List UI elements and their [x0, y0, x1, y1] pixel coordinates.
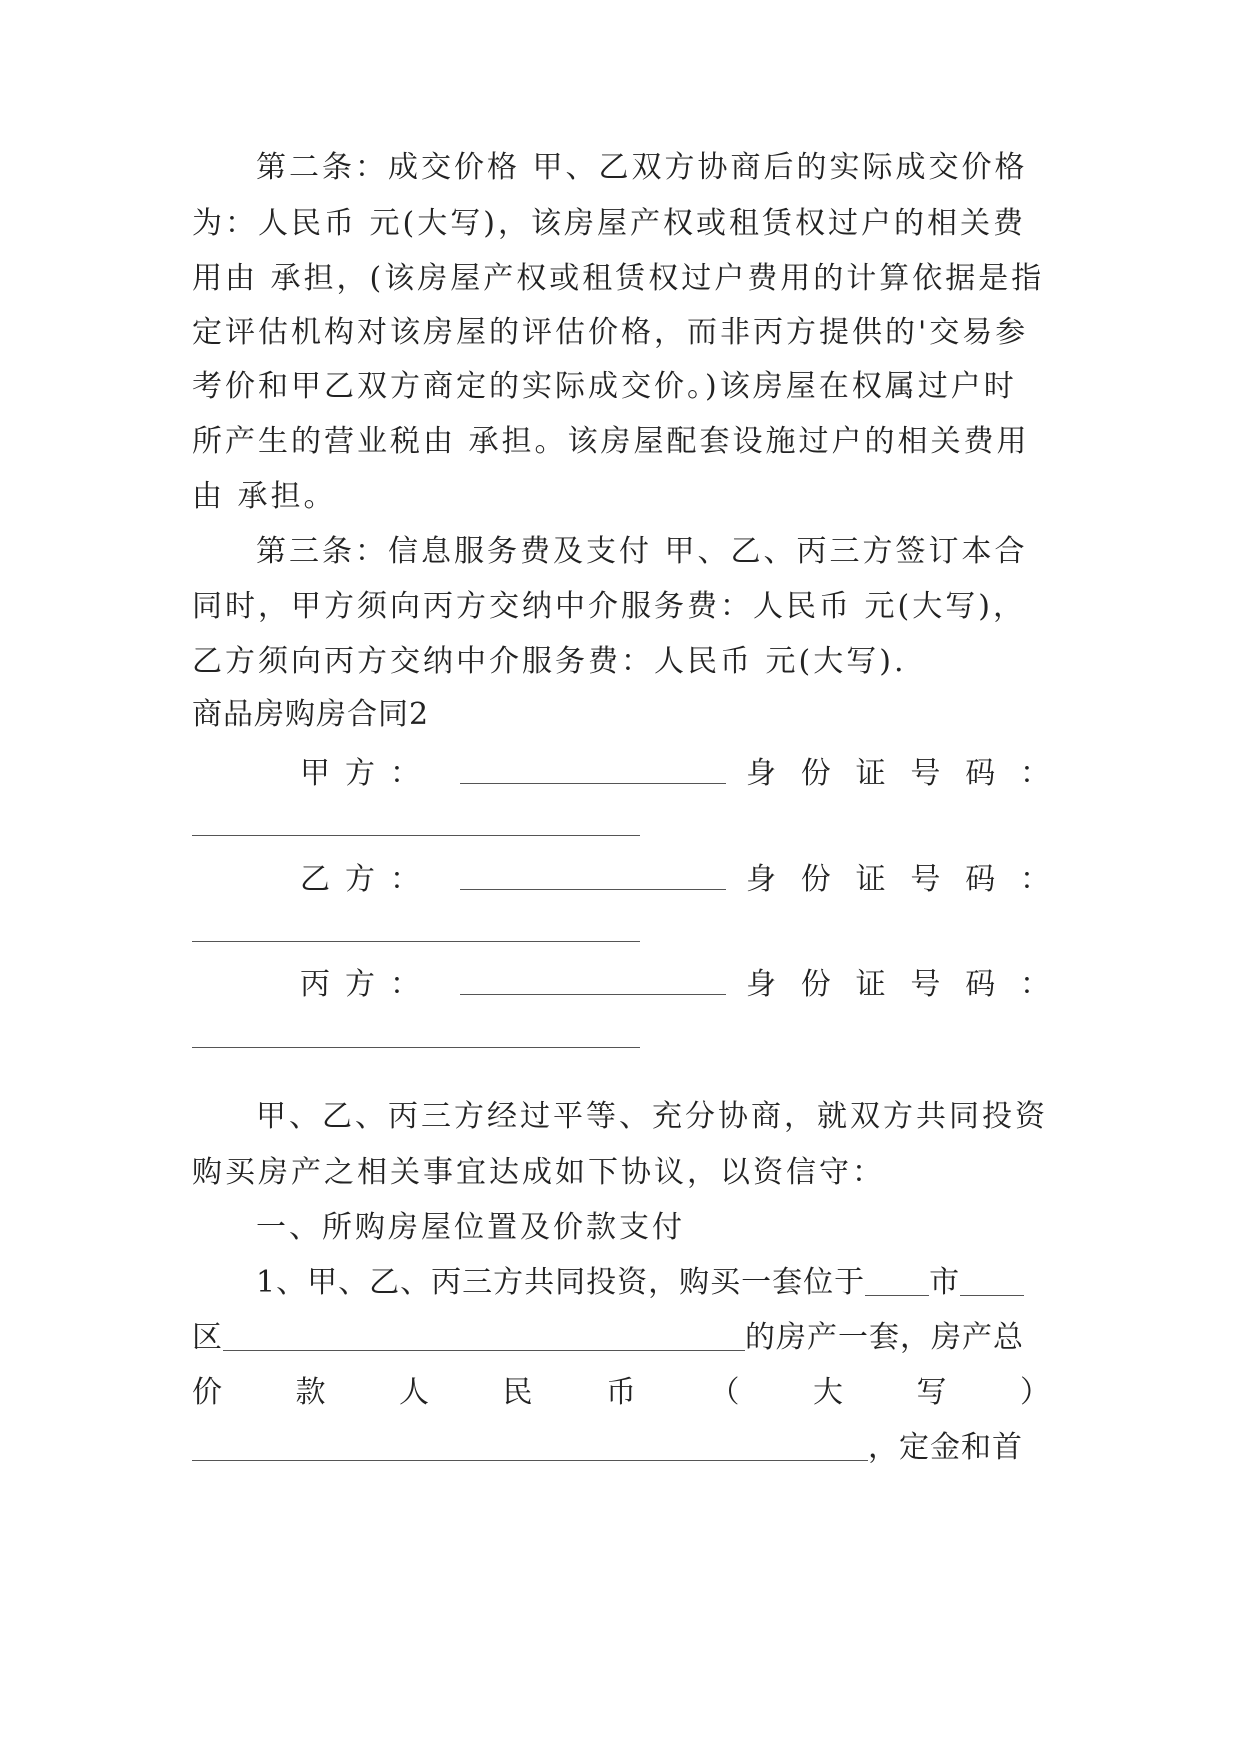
article2-line-3: 用由 承担，(该房屋产权或租赁权过户费用的计算依据是指 [192, 261, 1045, 296]
id-char-3: 证 [855, 756, 886, 791]
party-b-row [192, 860, 1050, 900]
clause1-text-city: 市 [929, 1265, 961, 1300]
party-c-row [192, 965, 1050, 1005]
clause1-l3-char-6: （ [709, 1375, 740, 1410]
party-a-char-3: ： [390, 756, 420, 791]
party-b-label [300, 860, 420, 900]
id-char-1: 身 [746, 756, 776, 791]
article2-line-5: 考价和甲乙双方商定的实际成交价。)该房屋在权属过户时 [192, 369, 1017, 404]
id-char-6: ： [1019, 862, 1050, 897]
party-c-id-blank[interactable] [192, 1046, 640, 1048]
intro-line-2: 购买房产之相关事宜达成如下协议，以资信守： [192, 1155, 885, 1190]
city-blank[interactable] [865, 1294, 929, 1296]
district-blank-start[interactable] [960, 1294, 1024, 1296]
id-char-2: 份 [800, 862, 831, 897]
id-char-3: 证 [855, 967, 886, 1002]
address-blank[interactable] [223, 1349, 745, 1351]
party-a-id-blank[interactable] [192, 834, 640, 836]
id-char-6: ： [1019, 967, 1050, 1002]
clause1-l3-char-4: 民 [502, 1375, 533, 1410]
clause1-l3-char-1: 价 [192, 1375, 222, 1410]
id-char-5: 码 [965, 756, 996, 791]
clause1-l3-char-8: 写 [916, 1375, 947, 1410]
id-char-5: 码 [965, 967, 996, 1002]
section-1-heading: 一、所购房屋位置及价款支付 [256, 1210, 685, 1245]
article3-line-1: 第三条：信息服务费及支付 甲、乙、丙三方签订本合 [256, 534, 1028, 569]
party-a-char-2: 方 [345, 756, 375, 791]
clause1-l3-char-5: 币 [606, 1375, 636, 1410]
id-char-4: 号 [910, 756, 941, 791]
party-c-char-2: 方 [345, 967, 375, 1002]
price-blank[interactable] [192, 1459, 868, 1461]
party-b-name-blank[interactable] [460, 888, 726, 890]
party-b-id-blank[interactable] [192, 940, 640, 942]
id-char-6: ： [1019, 756, 1050, 791]
party-c-char-3: ： [390, 967, 420, 1002]
party-a-char-1: 甲 [300, 756, 330, 791]
id-char-2: 份 [800, 756, 831, 791]
clause1-line-3 [192, 1373, 1050, 1413]
clause1-l3-char-2: 款 [295, 1375, 326, 1410]
intro-line-1: 甲、乙、丙三方经过平等、充分协商，就双方共同投资 [256, 1099, 1048, 1134]
party-c-id-label [746, 965, 1050, 1005]
article2-line-1: 第二条：成交价格 甲、乙双方协商后的实际成交价格 [256, 150, 1028, 185]
party-c-char-1: 丙 [300, 967, 330, 1002]
clause1-l3-char-3: 人 [399, 1375, 429, 1410]
party-b-char-3: ： [390, 862, 420, 897]
article2-line-6: 所产生的营业税由 承担。该房屋配套设施过户的相关费用 [192, 424, 1030, 459]
clause1-text-b: 的房产一套，房产总 [745, 1320, 1024, 1355]
clause1-text-a: 1、甲、乙、丙三方共同投资，购买一套位于 [256, 1265, 866, 1300]
clause1-l3-char-7: 大 [813, 1375, 843, 1410]
clause1-text-district: 区 [192, 1320, 223, 1355]
party-a-label [300, 754, 420, 794]
id-char-4: 号 [910, 967, 941, 1002]
party-b-char-1: 乙 [300, 862, 330, 897]
party-a-id-label [746, 754, 1050, 794]
id-char-4: 号 [910, 862, 941, 897]
party-a-name-blank[interactable] [460, 782, 726, 784]
clause1-line-1 [192, 1263, 1050, 1303]
clause1-line-4 [192, 1428, 1050, 1468]
party-c-label [300, 965, 420, 1005]
article3-line-2: 同时，甲方须向丙方交纳中介服务费：人民币 元(大写)， [192, 589, 1026, 624]
party-c-name-blank[interactable] [460, 993, 726, 995]
id-char-1: 身 [746, 967, 776, 1002]
party-b-char-2: 方 [345, 862, 375, 897]
article2-line-7: 由 承担。 [192, 479, 337, 514]
id-char-1: 身 [746, 862, 776, 897]
contract-title: 商品房购房合同2 [192, 697, 430, 732]
party-b-id-label [746, 860, 1050, 900]
clause1-text-c: ，定金和首 [868, 1430, 1023, 1465]
article2-line-4: 定评估机构对该房屋的评估价格，而非丙方提供的'交易参 [192, 315, 1029, 350]
article2-line-2: 为：人民币 元(大写)，该房屋产权或租赁权过户的相关费 [192, 206, 1026, 241]
clause1-l3-char-9: ） [1020, 1375, 1050, 1410]
id-char-2: 份 [800, 967, 831, 1002]
id-char-3: 证 [855, 862, 886, 897]
party-a-row [192, 754, 1050, 794]
id-char-5: 码 [965, 862, 996, 897]
article3-line-3: 乙方须向丙方交纳中介服务费：人民币 元(大写). [192, 644, 907, 679]
clause1-line-2 [192, 1318, 1050, 1358]
